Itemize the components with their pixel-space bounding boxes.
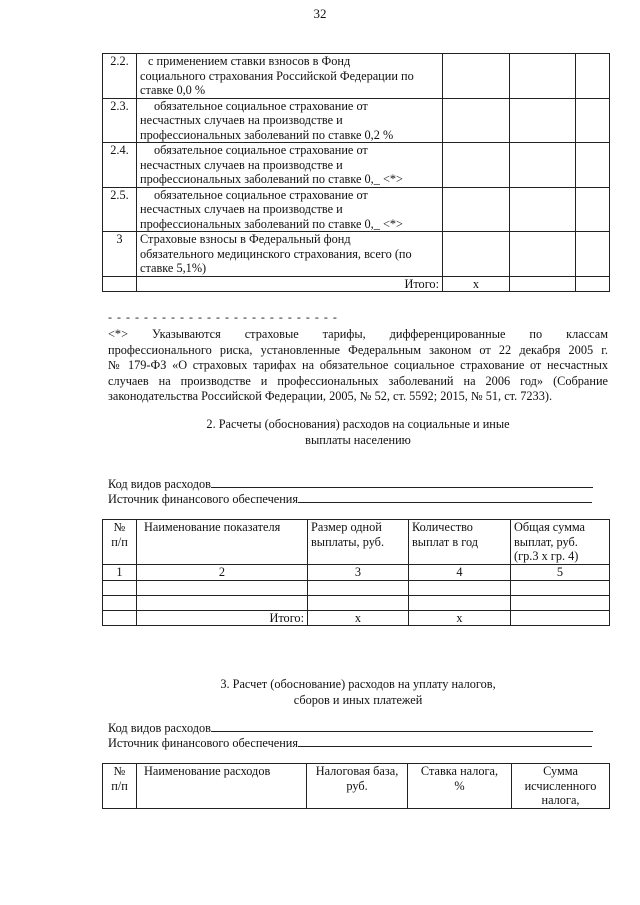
empty-cell: [576, 143, 610, 188]
empty-cell: [576, 276, 610, 292]
expense-code-field: Код видов расходов: [108, 720, 602, 735]
row-description: обязательное социальное страхование от несчастных случаев на производстве и профессиональных заболеваний по ставке 0,_ <*>: [137, 187, 443, 232]
empty-cell: [510, 232, 576, 277]
header-payment-count: Количество выплат в год: [409, 520, 511, 565]
empty-cell: [103, 276, 137, 292]
header-tax-rate: Ставка налога, %: [408, 764, 512, 809]
table-row: [103, 54, 610, 99]
header-expense-name: Наименование расходов: [137, 764, 307, 809]
row-description: обязательное социальное страхование от несчастных случаев на производстве и профессиональных заболеваний по ставке 0,2 %: [137, 98, 443, 143]
table-row: [103, 187, 610, 232]
page-number: 32: [313, 6, 327, 21]
header-total-sum: Общая сумма выплат, руб. (гр.3 х гр. 4): [511, 520, 610, 565]
section-2-heading: 2. Расчеты (обоснования) расходов на социальные и иные выплаты населению: [206, 417, 510, 447]
total-row: [103, 610, 610, 626]
table-row: [103, 232, 610, 277]
taxes-table: [102, 763, 610, 809]
expense-code-field: Код видов расходов: [108, 476, 602, 491]
empty-cell: [443, 98, 510, 143]
empty-cell: [443, 187, 510, 232]
social-payments-table: [102, 519, 610, 626]
row-description: обязательное социальное страхование от несчастных случаев на производстве и профессиональных заболеваний по ставке 0,_ <*>: [137, 143, 443, 188]
empty-cell: [576, 98, 610, 143]
total-row: [103, 276, 610, 292]
row-description: Страховые взносы в Федеральный фонд обязательного медицинского страхования, всего (по ставке 5,1%): [137, 232, 443, 277]
table-row: [103, 143, 610, 188]
header-payment-size: Размер одной выплаты, руб.: [308, 520, 409, 565]
funding-source-line: [298, 491, 592, 503]
header-row: [103, 764, 610, 809]
total-label: Итого:: [137, 610, 308, 626]
header-tax-sum: Сумма исчисленного налога,: [512, 764, 610, 809]
row-number: 2.4.: [103, 143, 137, 188]
header-number: № п/п: [103, 520, 137, 565]
empty-cell: [510, 143, 576, 188]
empty-cell: [576, 187, 610, 232]
table-row: [103, 98, 610, 143]
expense-code-line: [211, 476, 593, 488]
expense-code-line: [211, 720, 593, 732]
footnote-separator: - - - - - - - - - - - - - - - - - - - - - - - - - -: [108, 310, 338, 324]
footnote-text: <*> Указываются страховые тарифы, дифференцированные по классам профессионального риска, установленные Федеральным законом от 22 декабря 2005 г. № 179-ФЗ «О страховых тарифах на обязательное социальное страхование от несчастных случаев на производстве и профессиональных заболеваний на 2006 год» (Собрание законодательства Российской Федерации, 2005, № 52, ст. 5592; 2015, № 51, ст. 7233).: [108, 327, 608, 403]
funding-source-field: Источник финансового обеспечения: [108, 735, 602, 750]
row-number: 2.5.: [103, 187, 137, 232]
funding-source-field: Источник финансового обеспечения: [108, 491, 602, 506]
total-mark: x: [409, 610, 511, 626]
header-indicator-name: Наименование показателя: [137, 520, 308, 565]
table-row: [103, 580, 610, 595]
total-mark: x: [308, 610, 409, 626]
total-label: Итого:: [137, 276, 443, 292]
section-3-heading: 3. Расчет (обоснование) расходов на уплату налогов, сборов и иных платежей: [220, 677, 496, 707]
header-row: [103, 520, 610, 565]
column-number-row: 1 2 3 4 5: [103, 565, 610, 581]
empty-cell: [443, 232, 510, 277]
total-mark: x: [443, 276, 510, 292]
empty-cell: [510, 98, 576, 143]
header-number: № п/п: [103, 764, 137, 809]
empty-cell: [510, 187, 576, 232]
empty-cell: [510, 54, 576, 99]
row-number: 2.3.: [103, 98, 137, 143]
row-description: с применением ставки взносов в Фонд социального страхования Российской Федерации по ставке 0,0 %: [137, 54, 443, 99]
header-tax-base: Налоговая база, руб.: [307, 764, 408, 809]
empty-cell: [443, 143, 510, 188]
empty-cell: [576, 54, 610, 99]
insurance-contributions-table: [102, 53, 610, 292]
row-number: 2.2.: [103, 54, 137, 99]
empty-cell: [443, 54, 510, 99]
table-row: [103, 595, 610, 610]
row-number: 3: [103, 232, 137, 277]
funding-source-line: [298, 735, 592, 747]
empty-cell: [510, 276, 576, 292]
empty-cell: [576, 232, 610, 277]
